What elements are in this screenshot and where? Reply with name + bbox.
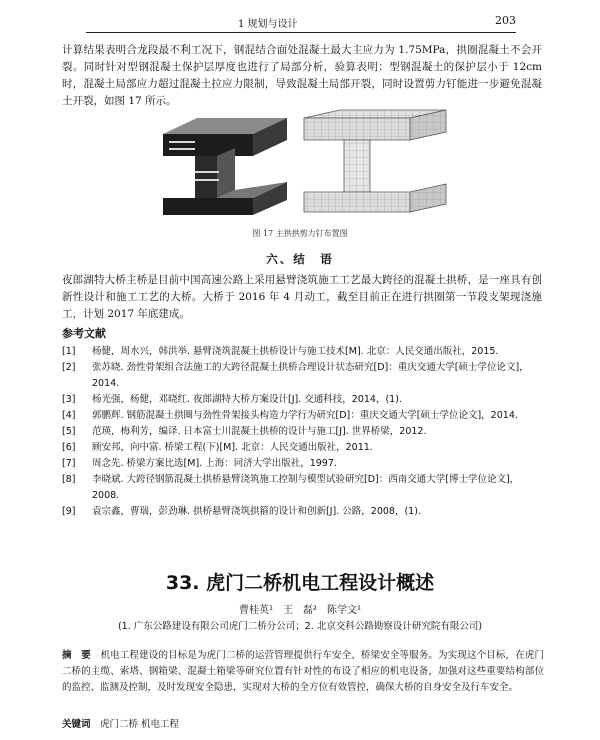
reference-item: [8] 李晓斌. 大跨径钢筋混凝土拱桥悬臂浇筑施工控制与模型试验研究[D]：西南交通大学[博士学位论文]，2008. <box>62 474 520 501</box>
abstract-text: 机电工程建设的目标是为虎门二桥的运营管理提供行车安全、桥梁安全等服务。为实现这个目标，在虎门二桥的主缆、索塔、钢箱梁、混凝土箱梁等研究位置有针对性的布设了相应的机电设备，加强对这些重要结构部位的监控、监测及控制，及时发现安全隐患，实现对大桥的全方位有效管控，确保大桥的自身安全及行车安全。 <box>62 650 544 693</box>
references-list <box>62 344 544 520</box>
intro-paragraph: 计算结果表明合龙段最不利工况下，钢混结合面处混凝土最大主应力为 1.75MPa，拱圈混凝土不会开裂。同时针对型钢混凝土保护层厚度也进行了局部分析，验算表明：型钢混凝土的保护层小于 12cm 时，混凝土局部应力超过混凝土拉应力限制，导致混凝土局部开裂，同时设置剪力钉能进一步避免混凝土开裂，如图 17 所示。 <box>62 44 542 107</box>
reference-item: [4] 郭鹏辉. 钢筋混凝土拱圈与劲性骨架接头构造力学行为研究[D]：重庆交通大学[硕士学位论文]，2014. <box>62 410 518 421</box>
figure-caption: 图 17 主拱拱剪力钉布置图 <box>252 229 348 238</box>
references-title: 参考文献 <box>62 327 106 340</box>
header-section: 1 规划与设计 <box>238 19 298 30</box>
reference-item: [9] 袁宗鑫，曹瑞，彭劲琳. 拱桥悬臂浇筑拱箍的设计和创新[J]. 公路，2008，(1). <box>62 506 421 517</box>
article-title: 33. 虎门二桥机电工程设计概述 <box>165 572 435 594</box>
shear-stud-mesh-figure <box>300 108 450 218</box>
reference-item: [2] 张苏晓. 劲性骨架组合法施工的大跨径混凝土拱桥合理设计状态研究[D]：重庆交通大学[硕士学位论文]，2014. <box>62 362 529 389</box>
reference-item: [5] 范瑛，梅利芳，编译. 日本富士川混凝土拱桥的设计与施工[J]. 世界桥梁，2012. <box>62 426 427 437</box>
keywords <box>62 716 179 730</box>
article-authors: 曹桂英¹ 王 磊² 陈学文¹ <box>238 605 362 616</box>
abstract <box>62 648 544 696</box>
page-number: 203 <box>495 14 516 27</box>
abstract-label: 摘 要 <box>62 650 91 661</box>
reference-item: [7] 周念先. 桥梁方案比选[M]. 上海：同济大学出版社，1997. <box>62 458 337 469</box>
running-header <box>86 14 516 33</box>
keywords-text: 虎门二桥 机电工程 <box>100 719 180 730</box>
section-title: 六、结 语 <box>266 252 334 266</box>
steel-concrete-model-figure <box>155 114 295 219</box>
conclusion-paragraph: 夜郎湖特大桥主桥是目前中国高速公路上采用悬臂浇筑施工工艺最大跨径的混凝土拱桥，是一座具有创新性设计和施工工艺的大桥。大桥于 2016 年 4 月动工，截至目前正在进行拱圈第一节段支架现浇施工，计划 2017 年底建成。 <box>62 274 542 320</box>
reference-item: [6] 顾安邦，向中富. 桥梁工程(下)[M]. 北京：人民交通出版社，2011. <box>62 442 373 453</box>
keywords-label: 关键词 <box>62 719 91 730</box>
article-affiliation: (1. 广东公路建设有限公司虎门二桥分公司；2. 北京交科公路勘察设计研究院有限公司) <box>117 621 483 632</box>
reference-item: [1] 杨健，周水兴，韩洪举. 悬臂浇筑混凝土拱桥设计与施工技术[M]. 北京：人民交通出版社，2015. <box>62 346 499 357</box>
reference-item: [3] 杨光强，杨健，邓晓红. 夜郎湖特大桥方案设计[J]. 交通科技，2014，(1). <box>62 394 402 405</box>
